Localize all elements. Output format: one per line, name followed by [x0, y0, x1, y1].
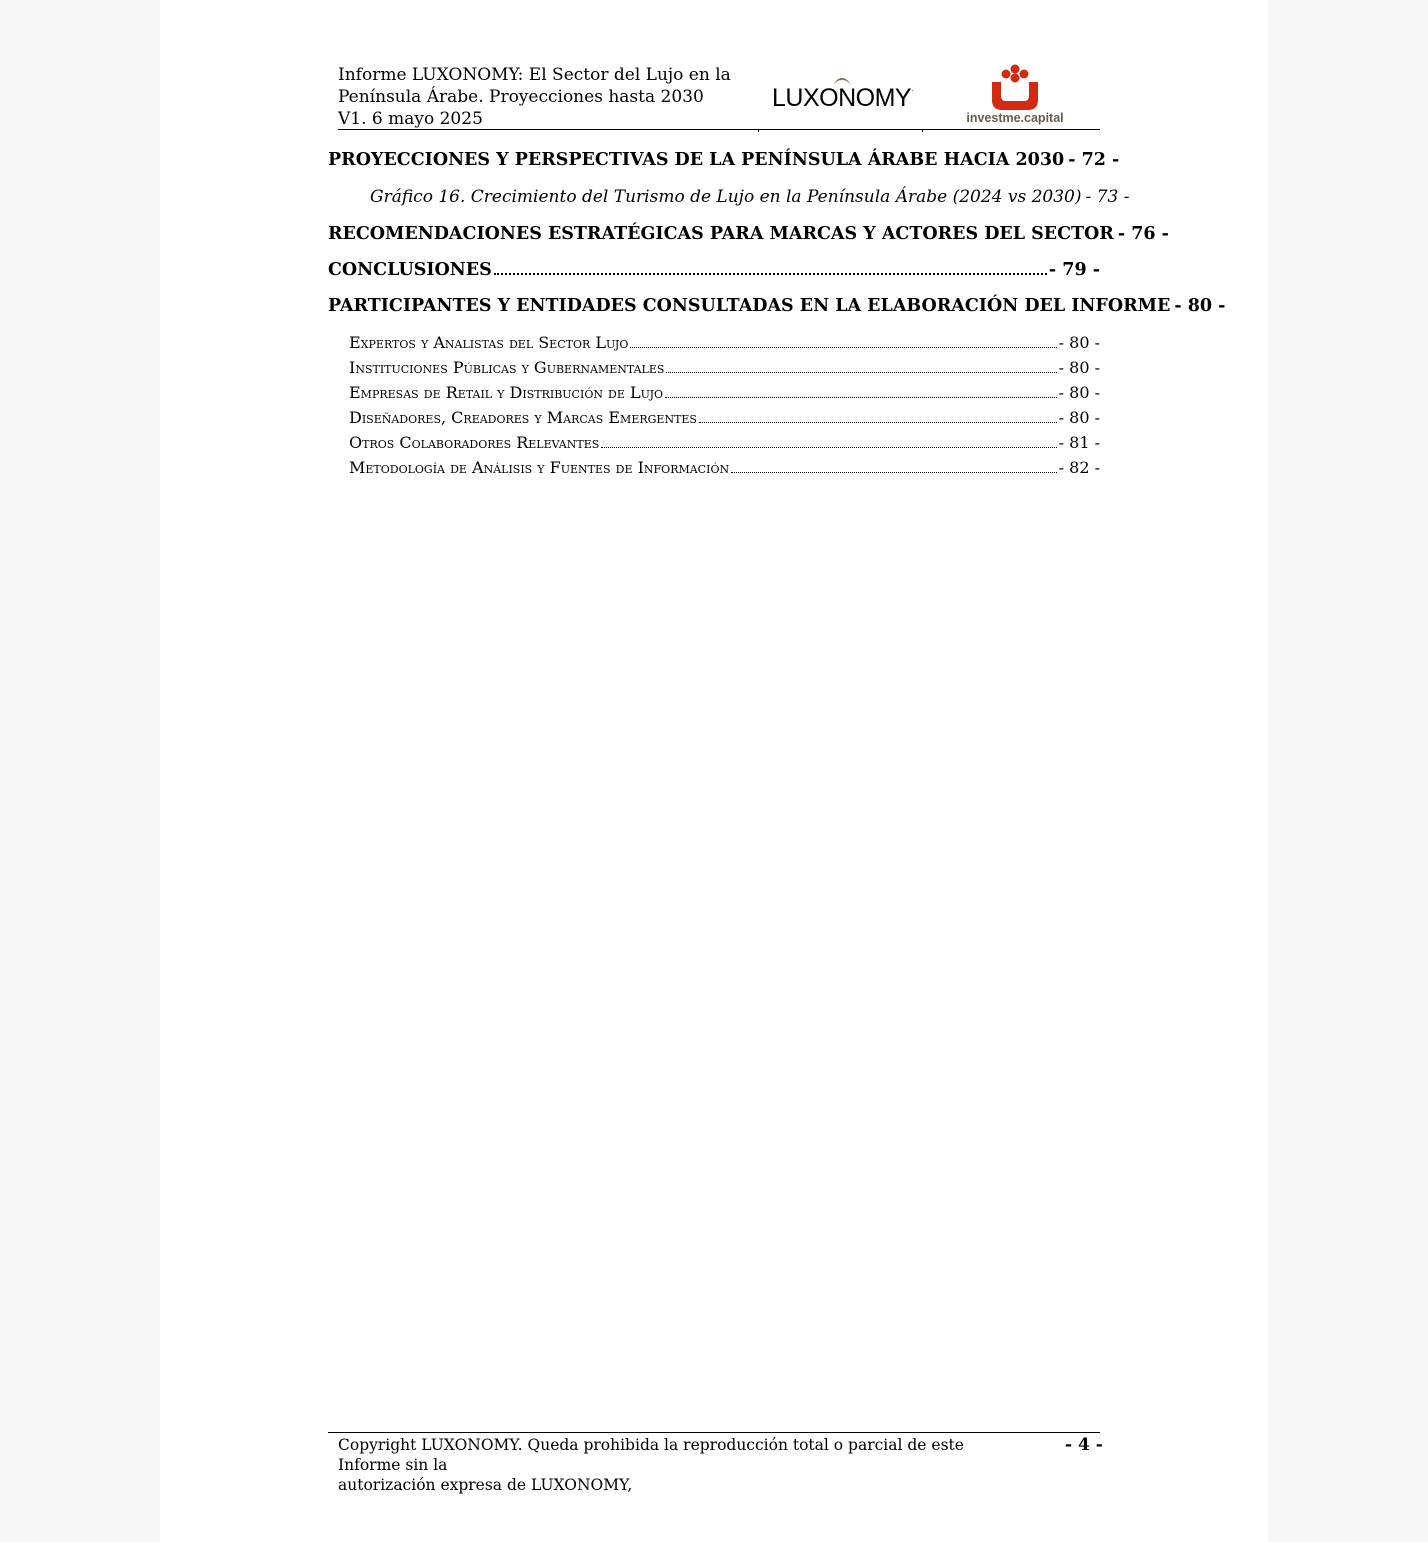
toc-entry[interactable]: [349, 458, 1100, 477]
toc-entry-title: Instituciones Públicas y Gubernamentales: [349, 358, 665, 377]
footer-copyright-line2: autorización expresa de LUXONOMY,: [338, 1476, 633, 1494]
footer-copyright: [338, 1435, 1028, 1495]
toc-entry[interactable]: [370, 187, 1130, 207]
viewer-background-left: [0, 0, 160, 1542]
investme-capital-logo: [960, 64, 1070, 126]
toc-entry-page: - 80 -: [1058, 383, 1100, 402]
toc-entry[interactable]: [349, 408, 1100, 427]
toc-entry-page: - 76 -: [1117, 224, 1169, 244]
toc-entry-title: Gráfico 16. Crecimiento del Turismo de Lujo en la Península Árabe (2024 vs 2030): [370, 187, 1082, 207]
toc-leader-dots: [494, 272, 1047, 275]
toc-entry-page: - 72 -: [1068, 150, 1120, 170]
toc-entry[interactable]: [328, 260, 1100, 280]
toc-entry[interactable]: [328, 224, 1169, 244]
header-title-line1: Informe LUXONOMY: El Sector del Lujo en la: [338, 65, 731, 85]
toc-entry-page: - 80 -: [1058, 408, 1100, 427]
toc-leader-dots: [665, 396, 1057, 398]
page-header-title: [338, 64, 738, 130]
header-title-line2: Península Árabe. Proyecciones hasta 2030: [338, 87, 704, 107]
toc-leader-dots: [731, 471, 1057, 473]
toc-entry-title: PROYECCIONES Y PERSPECTIVAS DE LA PENÍNSULA ÁRABE HACIA 2030: [328, 150, 1065, 170]
toc-entry-title: Diseñadores, Creadores y Marcas Emergentes: [349, 408, 697, 427]
logo-arc-icon: [834, 78, 850, 86]
luxonomy-logo-text: LUXONOMY: [772, 84, 912, 112]
header-divider-tick: [758, 129, 759, 132]
toc-entry-page: - 81 -: [1058, 433, 1100, 452]
toc-entry-page: - 80 -: [1058, 333, 1100, 352]
toc-entry[interactable]: [349, 383, 1100, 402]
toc-entry-title: CONCLUSIONES: [328, 260, 492, 280]
toc-entry-title: Metodología de Análisis y Fuentes de Información: [349, 458, 730, 477]
toc-entry-title: Expertos y Analistas del Sector Lujo: [349, 333, 629, 352]
page-number: - 4 -: [1065, 1435, 1103, 1455]
toc-entry-page: - 79 -: [1048, 260, 1100, 280]
toc-entry-title: RECOMENDACIONES ESTRATÉGICAS PARA MARCAS Y ACTORES DEL SECTOR: [328, 224, 1114, 244]
toc-entry-title: PARTICIPANTES Y ENTIDADES CONSULTADAS EN LA ELABORACIÓN DEL INFORME: [328, 296, 1171, 316]
toc-leader-dots: [699, 421, 1057, 423]
investme-logo-text: investme.capital: [966, 111, 1064, 125]
toc-entry[interactable]: [349, 333, 1100, 352]
header-version: V1. 6 mayo 2025: [338, 109, 483, 129]
toc-leader-dots: [630, 346, 1056, 348]
toc-entry-page: - 80 -: [1174, 296, 1226, 316]
toc-leader-dots: [666, 371, 1056, 373]
luxonomy-logo: LUXONOMY.: [772, 84, 913, 113]
header-divider-tick: [922, 129, 923, 132]
footer-divider: [328, 1432, 1100, 1433]
toc-entry[interactable]: [328, 296, 1226, 316]
viewer-background-right: [1268, 0, 1428, 1542]
toc-entry-page: - 80 -: [1058, 358, 1100, 377]
toc-leader-dots: [601, 446, 1056, 448]
toc-entry[interactable]: [349, 433, 1100, 452]
header-divider: [338, 129, 1100, 130]
toc-entry-title: Empresas de Retail y Distribución de Lujo: [349, 383, 664, 402]
toc-entry-page: - 73 -: [1085, 187, 1130, 207]
toc-entry[interactable]: [349, 358, 1100, 377]
toc-entry-title: Otros Colaboradores Relevantes: [349, 433, 600, 452]
toc-entry[interactable]: [328, 150, 1120, 170]
footer-copyright-line1: Copyright LUXONOMY. Queda prohibida la reproducción total o parcial de este Informe sin la: [338, 1436, 964, 1474]
document-page: [160, 0, 1268, 1542]
toc-entry-page: - 82 -: [1058, 458, 1100, 477]
investme-cup-icon: [960, 64, 1070, 112]
